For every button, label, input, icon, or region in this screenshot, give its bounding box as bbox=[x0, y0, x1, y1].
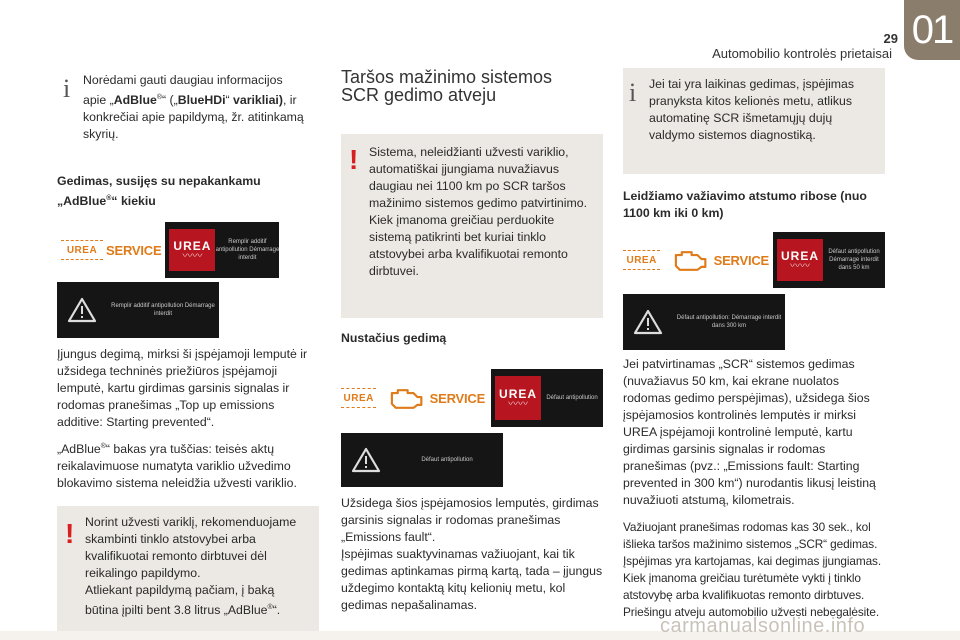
display-message: Défaut antipollution Démarrage interdit dans 50 km bbox=[828, 249, 880, 271]
urea-lamp-icon: UREA bbox=[623, 247, 660, 273]
engine-lamp-icon bbox=[386, 385, 425, 411]
display-message: Défaut antipollution bbox=[546, 395, 598, 401]
engine-lamp-icon bbox=[670, 247, 709, 273]
watermark: carmanualsonline.info bbox=[660, 615, 866, 637]
warning-lamps-row bbox=[623, 232, 885, 288]
chapter-title: Automobilio kontrolės prietaisai bbox=[712, 46, 892, 61]
instrument-display-warning bbox=[341, 433, 503, 487]
column-2 bbox=[341, 60, 603, 614]
info-icon: i bbox=[63, 74, 71, 103]
exclamation-icon: ! bbox=[65, 518, 75, 550]
urea-badge: UREA 〰〰 bbox=[169, 229, 215, 271]
paragraph: Įspėjimas suaktyvinamas važiuojant, kai tik gedimas aptinkamas pirmą kartą, tada – įjungus uždegimo kontaktą kitų kelionių metu, kol gedimas nepašalinamas. bbox=[341, 547, 603, 612]
urea-badge: UREA 〰〰 bbox=[495, 376, 541, 420]
service-lamp-icon: SERVICE bbox=[106, 242, 162, 258]
chapter-tab: 01 bbox=[904, 0, 960, 60]
info-note bbox=[623, 68, 885, 174]
info-note bbox=[57, 72, 319, 151]
exclamation-icon: ! bbox=[349, 144, 359, 175]
paragraph: Jei patvirtinamas „SCR“ sistemos gedimas (nuvažiavus 50 km, kai ekrane nuolatos rodomas gedimo perspėjimas), užsidega šios įspėjamosios kontrolinės lemputės ir mirksi UREA įspėjamoji kontrolinė lemputė, kartu girdimas garsinis signalas ir rodomas pranešimas (pvz.: „Emissions fault: Starting prevented in 300 km“) nurodantis likusį leistiną nuvažiuoti atstumą, kilometrais. bbox=[623, 357, 876, 507]
warning-note bbox=[57, 506, 319, 640]
warning-note bbox=[341, 134, 603, 318]
warning-text: Sistema, neleidžianti užvesti variklio, automatiškai įjungiama nuvažiavus daugiau nei 1100 km po SCR taršos mažinimo sistemos gedimo patvirtinimo. Kiek įmanoma greičiau perduokite sistemą patikrinti bet kuriai tinklo atstovybei arba kvalifikuotai remonto dirbtuvei. bbox=[369, 145, 587, 278]
paragraph: Važiuojant pranešimas rodomas kas 30 sek., kol išlieka taršos mažinimo sistemos „SCR“ gedimas. Įspėjimas yra kartojamas, kai degimas įjungiamas. Kiek įmanoma greičiau turėtumėte vykti į tinklo atstovybę arba kvalifikuotas remonto dirbtuves. Priešingu atveju automobilio užvesti nebegalėsite. bbox=[623, 520, 882, 619]
instrument-display bbox=[165, 222, 279, 278]
info-icon-glyph: i bbox=[629, 78, 637, 107]
display-message: Remplir additif antipollution Démarrage interdit bbox=[215, 239, 280, 262]
urea-lamp-icon: UREA bbox=[341, 385, 376, 411]
info-note-text: Norėdami gauti daugiau informacijos apie „AdBlue®“ („BlueHDi“ varikliai), ir konkrečiai apie papildymą, žr. atitinkamą skyrių. bbox=[83, 73, 304, 142]
warning-text: Atliekant papildymą pačiam, į baką būtina įpilti bent 3.8 litrus „AdBlue®“. bbox=[85, 583, 281, 618]
section-heading: Nustačius gedimą bbox=[341, 331, 447, 345]
info-note-text: Jei tai yra laikinas gedimas, įspėjimas pranyksta kitos kelionės metu, atlikus automatinę SCR išmetamųjų dujų valdymo sistemos diagnostiką. bbox=[649, 77, 855, 142]
urea-badge: UREA 〰〰 bbox=[777, 239, 823, 281]
urea-lamp-icon: UREA bbox=[61, 237, 103, 263]
page-number: 29 bbox=[883, 31, 898, 46]
warning-triangle-icon bbox=[341, 447, 391, 473]
service-lamp-icon: SERVICE bbox=[429, 390, 486, 406]
warning-lamps-row bbox=[57, 222, 319, 278]
section-heading: Gedimas, susijęs su nepakankamu „AdBlue®“ kiekiu bbox=[57, 174, 261, 209]
instrument-display-warning bbox=[623, 294, 785, 350]
section-heading: Leidžiamo važiavimo atstumo ribose (nuo 1100 km iki 0 km) bbox=[623, 189, 867, 220]
warning-text: Norint užvesti variklį, rekomenduojame skambinti tinklo atstovybei arba kvalifikuotai remonto dirbtuvei dėl reikalingo papildymo. bbox=[85, 515, 297, 581]
warning-triangle-icon bbox=[57, 297, 107, 323]
display-message: Défaut antipollution bbox=[421, 457, 473, 463]
paragraph: Užsidega šios įspėjamosios lemputės, girdimas garsinis signalas ir rodomas pranešimas „Emissions fault“. bbox=[341, 496, 599, 544]
column-3 bbox=[623, 60, 885, 621]
section-title: Taršos mažinimo sistemos SCR gedimo atveju bbox=[341, 67, 553, 105]
paragraph: Įjungus degimą, mirksi ši įspėjamoji lemputė ir užsidega techninės priežiūros įspėjamoji lemputė, kartu girdimas garsinis signalas ir rodomas pranešimas „Top up emissions additive: Starting prevented“. bbox=[57, 347, 308, 430]
instrument-display-warning bbox=[57, 282, 219, 338]
display-message: Défaut antipollution: Démarrage interdit dans 300 km bbox=[676, 315, 782, 329]
service-lamp-icon: SERVICE bbox=[713, 252, 770, 268]
paragraph: „AdBlue®“ bakas yra tuščias: teisės aktų reikalavimuose numatyta variklio užvedimo blokavimo sistema neleidžia užvesti variklio. bbox=[57, 442, 297, 491]
display-message: Remplir additif antipollution Démarrage interdit bbox=[111, 303, 215, 318]
column-1 bbox=[57, 60, 319, 640]
warning-triangle-icon bbox=[623, 309, 673, 335]
warning-lamps-row bbox=[341, 369, 603, 427]
instrument-display bbox=[491, 369, 603, 427]
instrument-display bbox=[773, 232, 885, 288]
